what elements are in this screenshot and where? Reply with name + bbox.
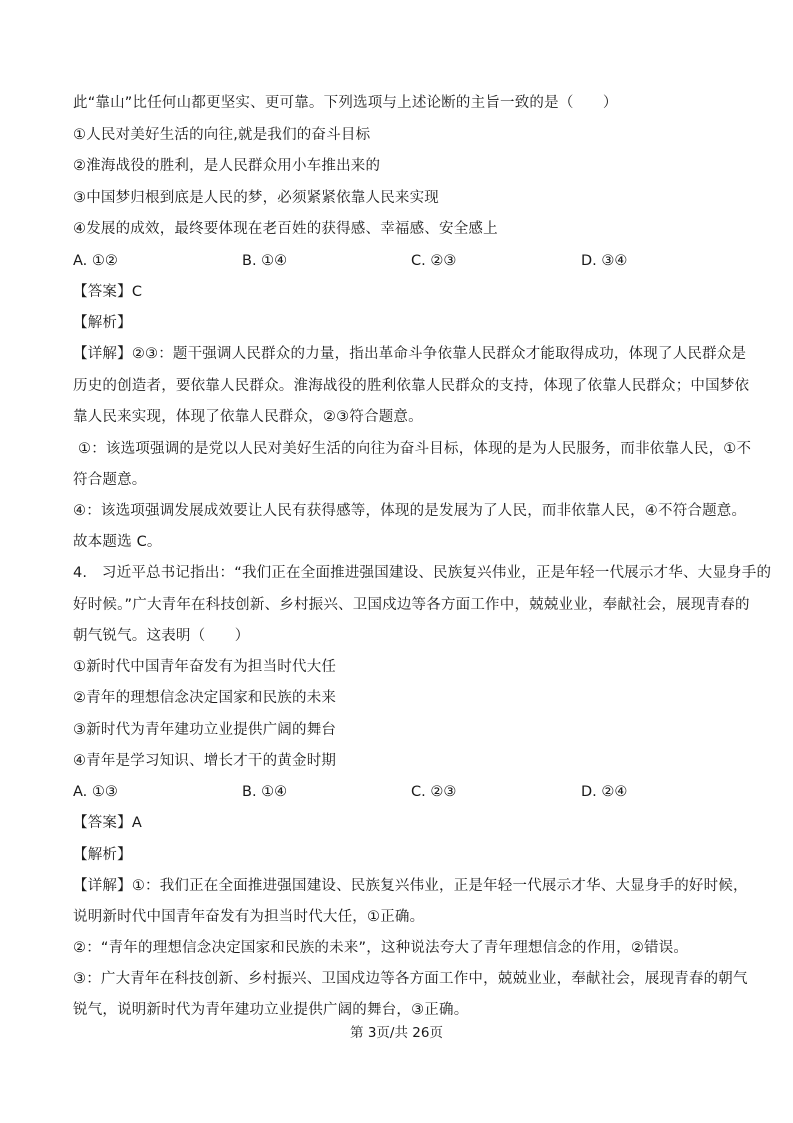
q4-detail-line-1: [73, 876, 748, 896]
q4-stem-line-2: 好时候。”广大青年在科技创新、乡村振兴、卫国戍边等各方面工作中，兢兢业业，奉献社会，展现青春的: [73, 597, 750, 613]
q3-analysis-tag: 【解析】: [73, 315, 132, 331]
q4-detail-line-4: ③：广大青年在科技创新、乡村振兴、卫国戍边等各方面工作中，兢兢业业，奉献社会，展现青春的朝气: [73, 971, 748, 987]
page-footer: 第 3页/共 26页: [350, 1025, 443, 1041]
q3-extra-line-2: 符合题意。: [73, 472, 147, 488]
q3-option-d: D. ③④: [581, 253, 628, 269]
q4-detail-line-5: 锐气，说明新时代为青年建功立业提供广阔的舞台，③正确。: [73, 1002, 469, 1018]
q3-detail-line-3: 靠人民来实现，体现了依靠人民群众，②③符合题意。: [73, 409, 423, 425]
answer-value: A: [131, 815, 142, 831]
q3-statement-3: ③中国梦归根到底是人民的梦，必须紧紧依靠人民来实现: [73, 190, 439, 206]
q4-detail-line-2: 说明新时代中国青年奋发有为担当时代大任，①正确。: [73, 909, 425, 925]
q4-detail-line-3: ②：“青年的理想信念决定国家和民族的未来”，这种说法夸大了青年理想信念的作用，②错误。: [73, 940, 689, 956]
q4-answer: [73, 813, 142, 833]
q3-answer: [73, 282, 142, 302]
q4-statement-2: ②青年的理想信念决定国家和民族的未来: [73, 690, 337, 706]
q3-option-b: B. ①④: [242, 253, 288, 269]
detail-tag: 【详解】: [73, 346, 132, 362]
detail-tag: 【详解】: [73, 878, 132, 894]
detail-text: ②③：题干强调人民群众的力量，指出革命斗争依靠人民群众才能取得成功，体现了人民群众是: [131, 346, 747, 362]
q4-analysis-tag: 【解析】: [73, 847, 132, 863]
q4-option-c: C. ②③: [411, 784, 457, 800]
answer-value: C: [131, 284, 143, 300]
q3-statement-2: ②淮海战役的胜利，是人民群众用小车推出来的: [73, 158, 381, 174]
q3-extra-line-1: ①：该选项强调的是党以人民对美好生活的向往为奋斗目标，体现的是为人民服务，而非依靠人民，①不: [78, 441, 752, 457]
q3-statement-4: ④发展的成效，最终要体现在老百姓的获得感、幸福感、安全感上: [73, 221, 498, 237]
q4-option-b: B. ①④: [242, 784, 288, 800]
q4-option-d: D. ②④: [581, 784, 628, 800]
answer-tag: 【答案】: [73, 815, 132, 831]
q4-stem-line-1: 4. 习近平总书记指出：“我们正在全面推进强国建设、民族复兴伟业，正是年轻一代展示才华、大显身手的: [73, 565, 772, 581]
q3-statement-1: ①人民对美好生活的向往,就是我们的奋斗目标: [73, 127, 371, 143]
q4-statement-4: ④青年是学习知识、增长才干的黄金时期: [73, 753, 337, 769]
q3-option-c: C. ②③: [411, 253, 457, 269]
detail-text: ①：我们正在全面推进强国建设、民族复兴伟业，正是年轻一代展示才华、大显身手的好时候，: [131, 878, 748, 894]
q3-detail-line-2: 历史的创造者，要依靠人民群众。淮海战役的胜利依靠人民群众的支持，体现了依靠人民群众；中国梦依: [73, 378, 750, 394]
q4-statement-1: ①新时代中国青年奋发有为担当时代大任: [73, 659, 337, 675]
q3-stem-tail: 此“靠山”比任何山都更坚实、更可靠。下列选项与上述论断的主旨一致的是（ ）: [73, 95, 618, 111]
answer-tag: 【答案】: [73, 284, 132, 300]
q3-detail-line-1: [73, 344, 746, 364]
q3-extra-line-3: ④：该选项强调发展成效要让人民有获得感等，体现的是发展为了人民，而非依靠人民，④不符合题意。: [73, 503, 747, 519]
q4-stem-line-3: 朝气锐气。这表明（ ）: [73, 628, 250, 644]
q3-option-a: A. ①②: [73, 253, 118, 269]
q3-extra-line-4: 故本题选 C。: [73, 534, 162, 550]
q4-option-a: A. ①③: [73, 784, 118, 800]
q4-statement-3: ③新时代为青年建功立业提供广阔的舞台: [73, 722, 337, 738]
